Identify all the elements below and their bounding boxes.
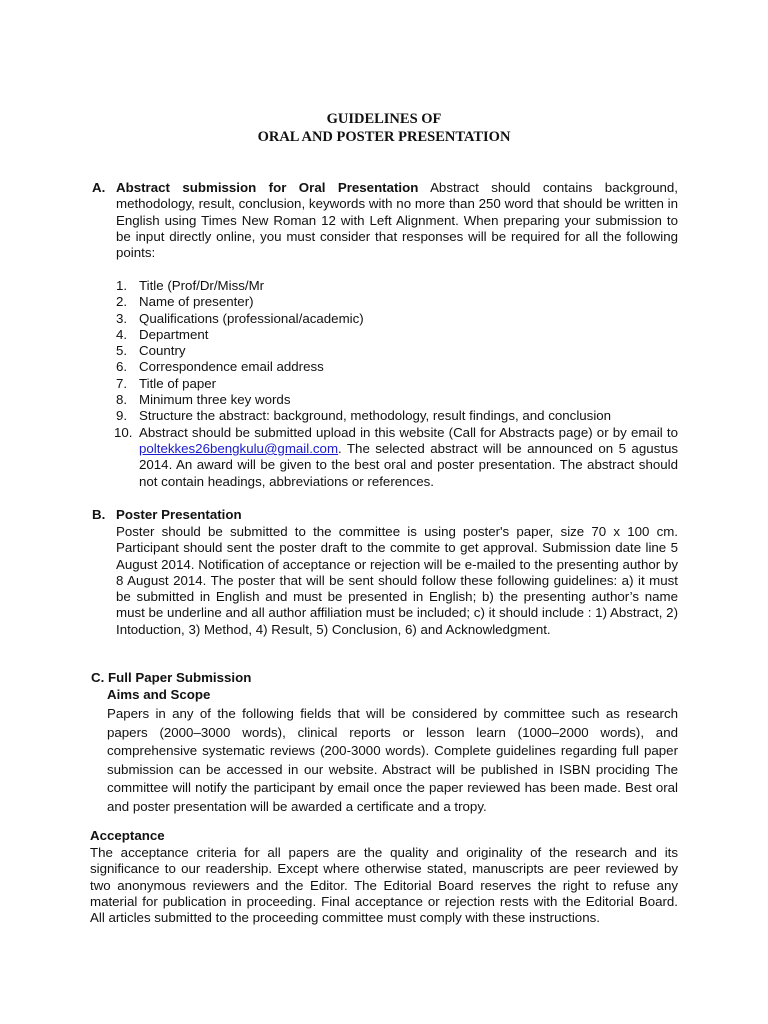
- list-item: 8. Minimum three key words: [116, 392, 291, 408]
- list-item: 9. Structure the abstract: background, methodology, result findings, and conclusion: [116, 408, 612, 424]
- list-item: 1. Title (Prof/Dr/Miss/Mr: [116, 278, 265, 293]
- acceptance-body: The acceptance criteria for all papers are the quality and originality of the research and its significance to our readership. Except where otherwise stated, manuscripts are peer reviewed by two anonymous reviewers and the Editor. The Editorial Board reserves the right to refuse any material for publication in proceeding. Final acceptance or rejection rests with the Editorial Board. All articles submitted to the proceeding committee must comply with these instructions.: [90, 845, 678, 926]
- aims-scope-body: Papers in any of the following fields that will be considered by committee such as research papers (2000–3000 words), clinical reports or lesson learn (1000–2000 words), and comprehensive systematic reviews (200-3000 words). Complete guidelines regarding full paper submission can be accessed in our website. Abstract will be published in ISBN prociding The committee will notify the participant by email once the paper reviewed has been made. Best oral and poster presentation will be awarded a certificate and a tropy.: [107, 706, 678, 814]
- list-item: 4. Department: [116, 326, 209, 342]
- list-item: 3. Qualifications (professional/academic): [116, 310, 364, 326]
- list-item: 2. Name of presenter): [116, 294, 254, 310]
- acceptance-heading: Acceptance: [90, 828, 165, 843]
- section-a-heading: Abstract submission for Oral Presentation: [116, 180, 419, 195]
- section-a-letter: A.: [92, 180, 106, 195]
- section-a-body: Abstract should contains background, methodology, result, conclusion, keywords with no more than 250 word that should be written in English using Times New Roman 12 with Left Alignment. When preparing your submission to be input directly online, you must consider that responses will be required for all the following points:: [116, 180, 678, 261]
- list-item: 7. Title of paper: [116, 375, 217, 391]
- email-link[interactable]: poltekkes26bengkulu@gmail.com: [139, 440, 339, 456]
- section-b-body: Poster should be submitted to the committee is using poster's paper, size 70 x 100 cm. Participant should sent the poster draft to the commite to get approval. Submission date line 5 August 2014. Notification of acceptance or rejection will be e-mailed to the presenting author by 8 August 2014. The poster that will be sent should follow these following guidelines: a) it must be submitted in English and must be presented in English; b) the presenting author’s name must be underline and all author affiliation must be included; c) it should include : 1) Abstract, 2) Intoduction, 3) Method, 4) Result, 5) Conclusion, 6) and Acknowledgment.: [116, 524, 678, 637]
- section-c-letter: C.: [91, 670, 105, 685]
- document-title-line1: GUIDELINES OF: [326, 111, 442, 127]
- aims-scope-heading: Aims and Scope: [107, 687, 211, 702]
- section-a-paragraph: [116, 180, 678, 261]
- document-title-line2: ORAL AND POSTER PRESENTATION: [257, 129, 511, 145]
- section-a-list: [116, 278, 678, 490]
- section-b-heading: Poster Presentation: [116, 507, 242, 522]
- section-c-heading: Full Paper Submission: [108, 670, 252, 685]
- list-item: 5. Country: [116, 343, 186, 359]
- section-b-letter: B.: [92, 507, 106, 522]
- list-item-10: 10. Abstract should be submitted upload in this website (Call for Abstracts page) or by email to poltekkes26bengkulu@gmail.com. The selected abstract will be announced on 5 agustus 2014. An award will be given to the best oral and poster presentation. The abstract should not contain headings, abbreviations or references.: [114, 424, 678, 489]
- list-item: 6. Correspondence email address: [116, 359, 324, 375]
